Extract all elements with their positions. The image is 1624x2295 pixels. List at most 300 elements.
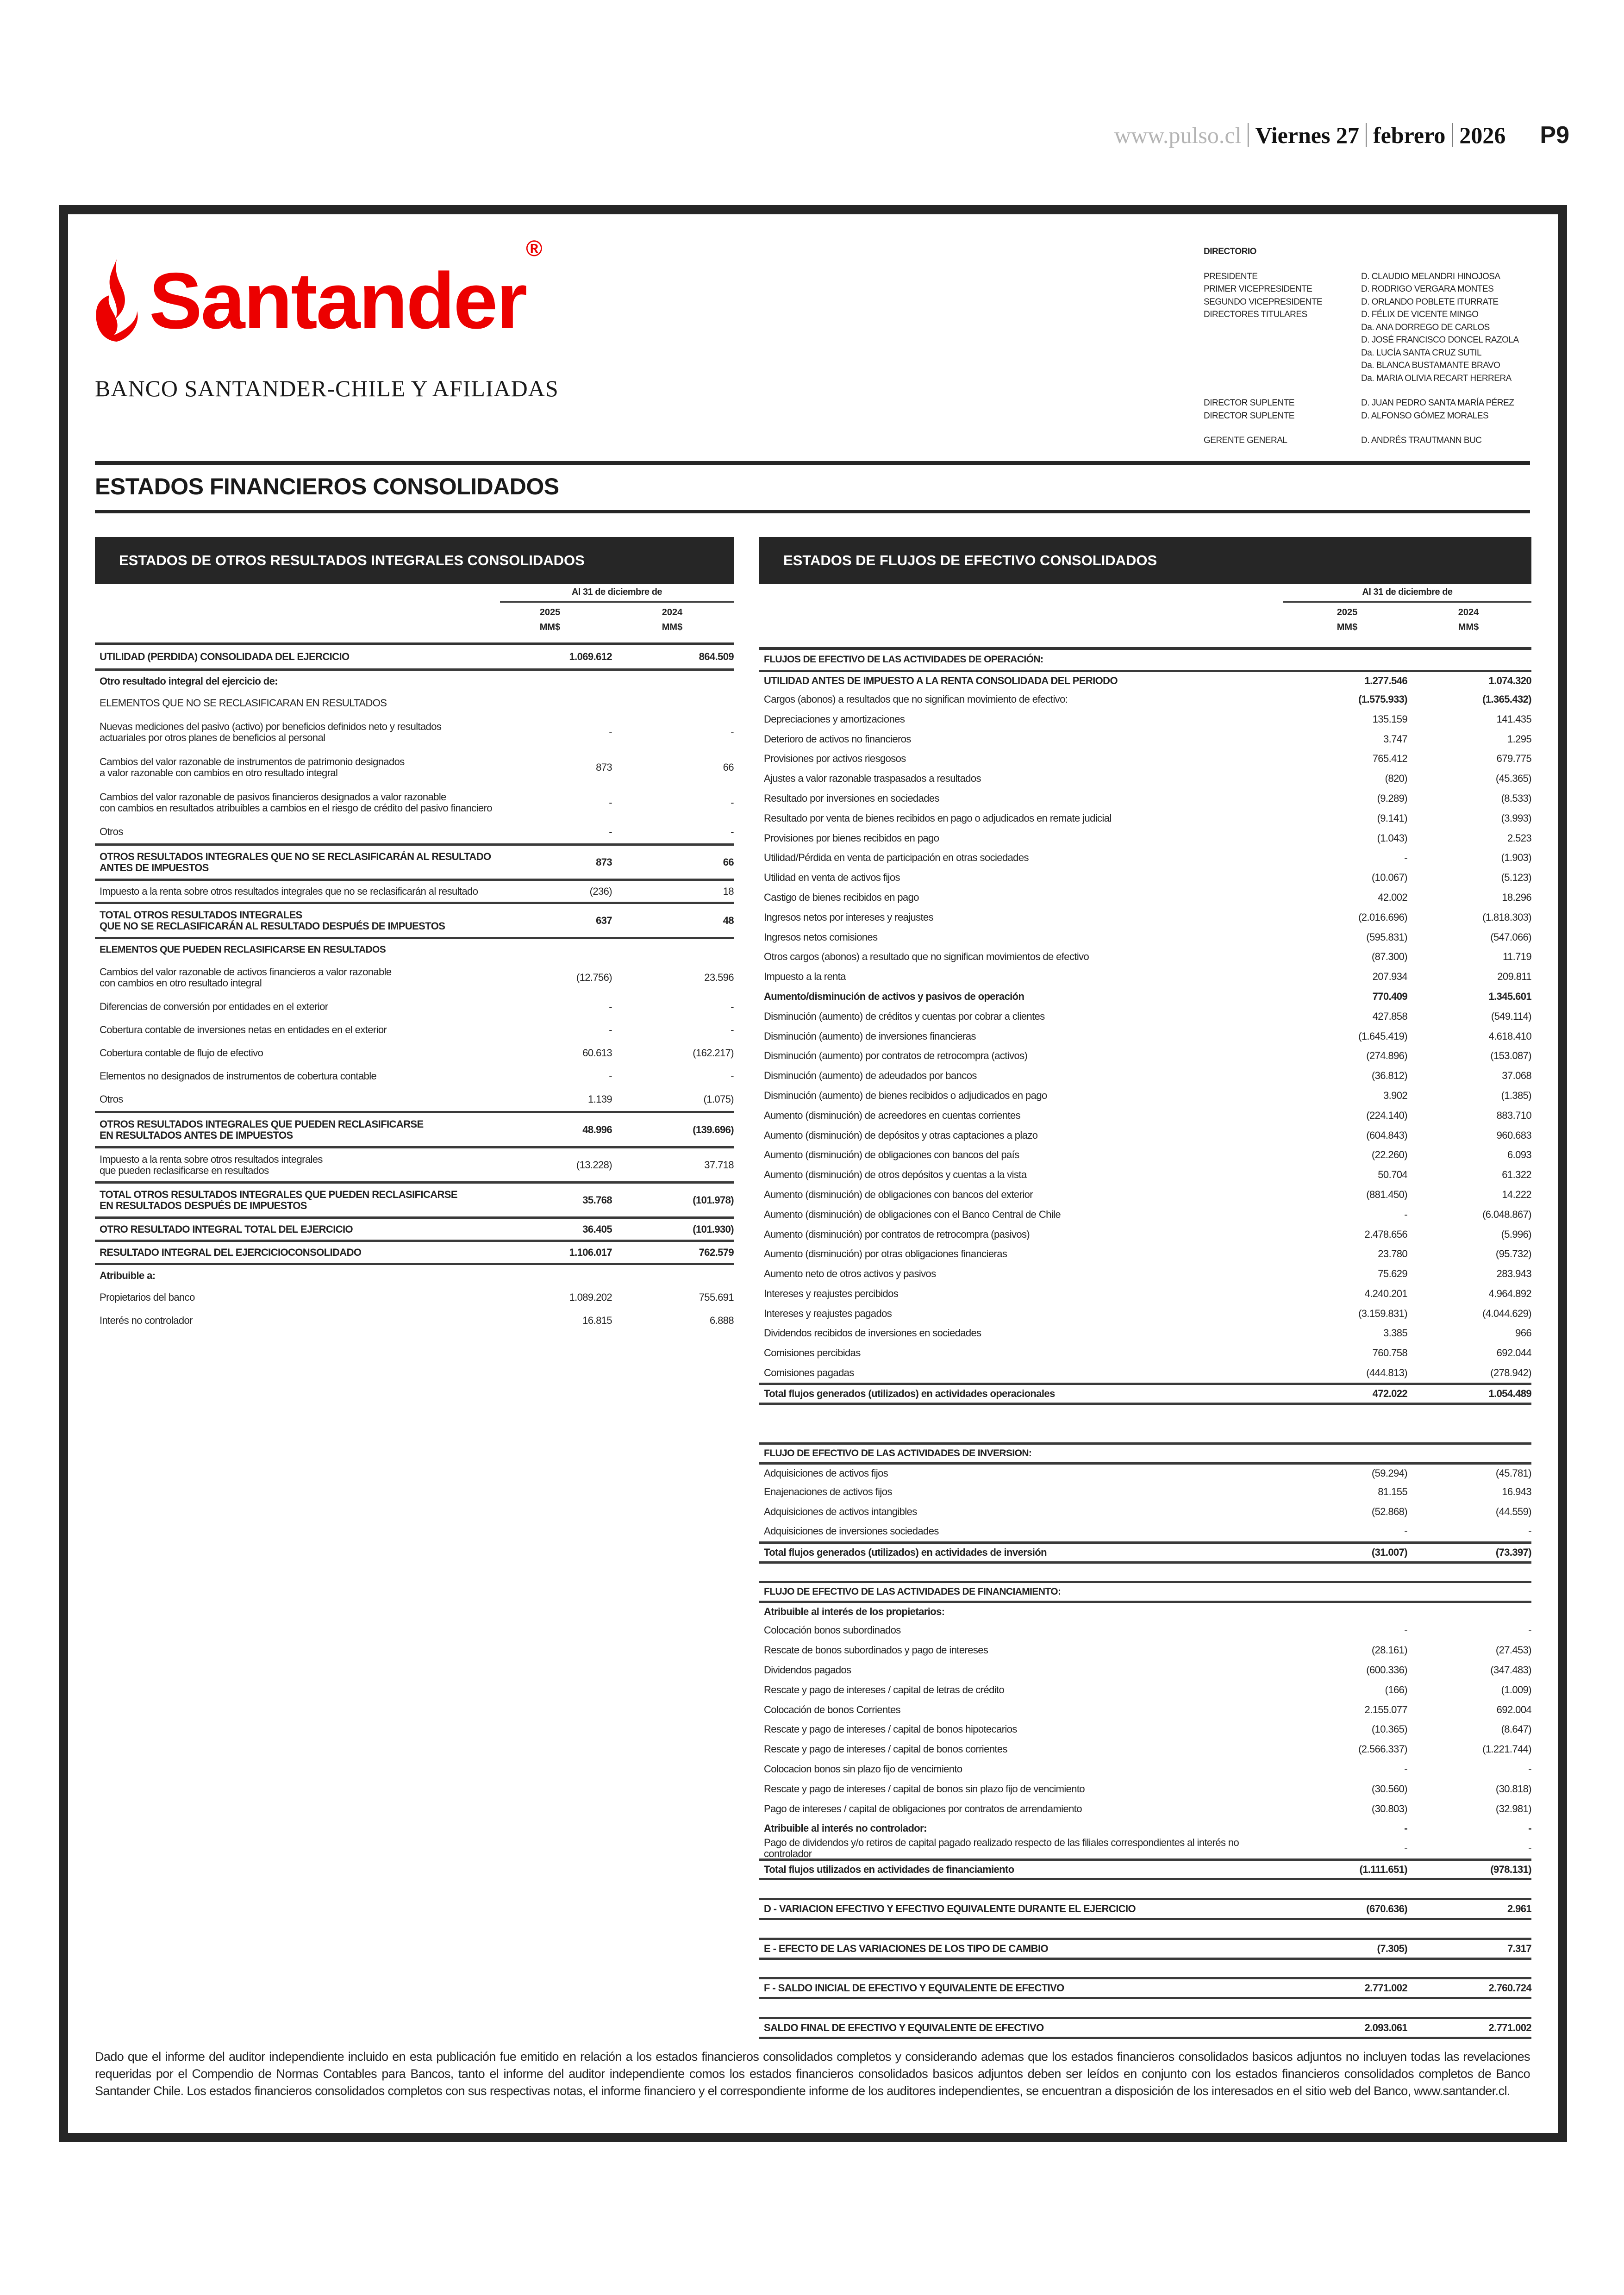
row-label: Cargos (abonos) a resultados que no significan movimiento de efectivo: — [764, 693, 1068, 705]
value-2025: (9.289) — [1377, 792, 1407, 804]
table-row — [759, 1680, 1531, 1700]
table-row — [95, 715, 734, 750]
table-row — [759, 907, 1531, 927]
value-2024: 762.579 — [699, 1246, 734, 1258]
divider — [1452, 123, 1453, 147]
value-2025: 2.478.656 — [1364, 1228, 1407, 1240]
table-row — [759, 729, 1531, 749]
value-2024: - — [731, 1001, 734, 1012]
row-label: Dividendos recibidos de inversiones en sociedades — [764, 1327, 981, 1339]
weekday: Viernes 27 — [1255, 122, 1359, 148]
row-label: E - EFECTO DE LAS VARIACIONES DE LOS TIPO DE CAMBIO — [764, 1942, 1048, 1954]
board-directory — [1204, 245, 1519, 447]
director-name: Da. BLANCA BUSTAMANTE BRAVO — [1361, 361, 1500, 370]
table-row — [759, 927, 1531, 947]
value-2025: (1.645.419) — [1358, 1030, 1407, 1042]
value-2024: 7.317 — [1507, 1942, 1531, 1954]
value-2025: (820) — [1385, 773, 1407, 785]
masthead — [1114, 121, 1569, 149]
table-row — [759, 769, 1531, 789]
section-heading-cash-flows: ESTADOS DE FLUJOS DE EFECTIVO CONSOLIDADOS — [759, 537, 1531, 584]
row-label: Adquisiciones de activos intangibles — [764, 1505, 917, 1517]
value-2024: (978.131) — [1490, 1863, 1531, 1875]
table-row — [759, 1799, 1531, 1819]
value-2024: - — [1528, 1763, 1531, 1775]
row-label: Comisiones pagadas — [764, 1367, 854, 1379]
row-label: Ingresos netos por intereses y reajustes — [764, 911, 934, 923]
row-label: Disminución (aumento) por contratos de retrocompra (activos) — [764, 1050, 1028, 1062]
row-label: Rescate y pago de intereses / capital de bonos hipotecarios — [764, 1723, 1017, 1735]
value-2024: 679.775 — [1496, 753, 1531, 765]
value-2025: (224.140) — [1366, 1109, 1407, 1121]
row-label: Aumento (disminución) de obligaciones con bancos del exterior — [764, 1188, 1033, 1200]
value-2024: (1.818.303) — [1482, 911, 1531, 923]
value-2025: (3.159.831) — [1358, 1307, 1407, 1319]
spacer — [759, 1878, 1531, 1898]
total-row — [759, 1977, 1531, 1997]
row-label: SALDO FINAL DE EFECTIVO Y EQUIVALENTE DE EFECTIVO — [764, 2021, 1044, 2033]
page-number: P9 — [1540, 122, 1569, 149]
value-2024: 692.044 — [1496, 1347, 1531, 1359]
value-2024: 2.760.724 — [1488, 1982, 1531, 1994]
value-2025: 23.780 — [1378, 1248, 1407, 1260]
row-label: Cobertura contable de flujo de efectivo — [100, 1047, 263, 1059]
value-2024: (347.483) — [1490, 1664, 1531, 1676]
value-2024: 2.523 — [1507, 832, 1531, 844]
table-row — [759, 709, 1531, 729]
director-name: Da. ANA DORREGO DE CARLOS — [1361, 322, 1490, 332]
director-entry — [1204, 434, 1519, 447]
row-label: FLUJO DE EFECTIVO DE LAS ACTIVIDADES DE INVERSION: — [764, 1447, 1032, 1459]
value-2024: 18.296 — [1502, 891, 1531, 903]
table-row — [759, 1066, 1531, 1086]
row-label: ELEMENTOS QUE NO SE RECLASIFICARAN EN RESULTADOS — [100, 697, 387, 709]
value-2024: (3.993) — [1501, 812, 1531, 824]
row-label: Total flujos generados (utilizados) en actividades de inversión — [764, 1546, 1047, 1558]
row-label: Provisiones por bienes recibidos en pago — [764, 832, 939, 844]
row-label: Interés no controlador — [100, 1315, 193, 1326]
value-2024: (549.114) — [1491, 1010, 1531, 1022]
row-label: Colocación de bonos Corrientes — [764, 1703, 901, 1715]
divider — [95, 461, 1530, 465]
director-role — [1204, 334, 1361, 347]
row-label: Ajustes a valor razonable traspasados a resultados — [764, 773, 981, 785]
total-row — [759, 987, 1531, 1007]
value-2025: - — [609, 1070, 612, 1082]
year-2024: 2024 — [662, 607, 683, 617]
value-2025: - — [609, 1001, 612, 1012]
table-row — [759, 1006, 1531, 1026]
value-2024: (73.397) — [1495, 1546, 1531, 1558]
director-role: SEGUNDO VICEPRESIDENTE — [1204, 297, 1323, 307]
value-2025: 2.771.002 — [1364, 1982, 1407, 1994]
value-2024: 37.718 — [704, 1159, 734, 1171]
value-2025: (22.260) — [1371, 1149, 1407, 1161]
value-2025: 3.385 — [1383, 1327, 1407, 1339]
value-2024: 48 — [723, 914, 734, 926]
table-row — [759, 1819, 1531, 1839]
table-row — [95, 960, 734, 995]
value-2024: 283.943 — [1496, 1268, 1531, 1280]
unit-label: MM$ — [539, 622, 561, 632]
value-2024: 2.771.002 — [1488, 2021, 1531, 2033]
spacer — [759, 1997, 1531, 2017]
row-label: Otros — [100, 826, 123, 837]
director-name: Da. MARIA OLIVIA RECART HERRERA — [1361, 373, 1512, 383]
row-label: Otros — [100, 1093, 123, 1105]
table-row — [759, 1660, 1531, 1680]
value-2025: (87.300) — [1371, 951, 1407, 963]
value-2024: 1.345.601 — [1488, 990, 1531, 1002]
table-row — [95, 1018, 734, 1041]
table-row — [759, 1522, 1531, 1541]
value-2025: - — [609, 1024, 612, 1035]
row-label: Aumento (disminución) de otros depósitos y cuentas a la vista — [764, 1169, 1027, 1181]
value-2024: (45.365) — [1495, 773, 1531, 785]
row-label: ELEMENTOS QUE PUEDEN RECLASIFICARSE EN RESULTADOS — [100, 944, 386, 955]
table-row — [759, 1740, 1531, 1759]
year-2025: 2025 — [539, 607, 561, 617]
row-label: D - VARIACION EFECTIVO Y EFECTIVO EQUIVALENTE DURANTE EL EJERCICIO — [764, 1903, 1136, 1915]
table-row — [759, 1343, 1531, 1363]
value-2025: - — [1404, 1525, 1407, 1537]
value-2024: 66 — [723, 856, 734, 868]
unit-label: MM$ — [1337, 622, 1358, 632]
table-row — [95, 1263, 734, 1286]
table-row — [759, 1244, 1531, 1264]
value-2024: (27.453) — [1495, 1644, 1531, 1656]
director-name: Da. LUCÍA SANTA CRUZ SUTIL — [1361, 348, 1482, 358]
row-label: Disminución (aumento) de bienes recibidos o adjudicados en pago — [764, 1089, 1047, 1101]
director-entry — [1204, 334, 1519, 347]
director-entry — [1204, 410, 1519, 423]
value-2025: 760.758 — [1372, 1347, 1407, 1359]
value-2024: 966 — [1515, 1327, 1531, 1339]
value-2025: 770.409 — [1372, 990, 1407, 1002]
row-label: Impuesto a la renta sobre otros resultados integrales que no se reclasificarán al resultado — [100, 885, 478, 897]
table-row — [95, 995, 734, 1018]
value-2025: (1.043) — [1377, 832, 1407, 844]
value-2025: - — [609, 726, 612, 738]
value-2024: (8.533) — [1501, 792, 1531, 804]
row-label: Cambios del valor razonable de instrumentos de patrimonio designados a valor razonable con cambios en otro resultado integral — [100, 756, 405, 779]
company-subtitle: BANCO SANTANDER-CHILE Y AFILIADAS — [95, 375, 559, 401]
value-2024: - — [731, 726, 734, 738]
total-row — [759, 1938, 1531, 1958]
value-2024: 2.961 — [1507, 1903, 1531, 1915]
spacer — [759, 1403, 1531, 1422]
table-row — [759, 1145, 1531, 1165]
table-row — [759, 1086, 1531, 1106]
director-entry — [1204, 270, 1519, 283]
total-row — [95, 1111, 734, 1146]
value-2025: (166) — [1385, 1684, 1407, 1696]
value-2024: 4.964.892 — [1488, 1287, 1531, 1299]
value-2025: 35.768 — [582, 1194, 612, 1206]
table-row — [95, 668, 734, 692]
value-2024: (45.781) — [1495, 1467, 1531, 1479]
value-2025: 48.996 — [582, 1123, 612, 1135]
value-2025: (595.831) — [1366, 931, 1407, 943]
value-2025: - — [1404, 852, 1407, 864]
value-2025: - — [1404, 1208, 1407, 1220]
value-2024: (278.942) — [1490, 1367, 1531, 1379]
value-2025: 3.747 — [1383, 733, 1407, 745]
row-label: Aumento (disminución) de obligaciones con bancos del país — [764, 1149, 1019, 1161]
row-label: Atribuible al interés de los propietarios: — [764, 1606, 945, 1618]
total-row — [759, 1898, 1531, 1918]
value-2025: - — [1404, 1842, 1407, 1854]
value-2025: (2.566.337) — [1358, 1743, 1407, 1755]
value-2024: 883.710 — [1496, 1109, 1531, 1121]
table-row — [759, 1621, 1531, 1640]
director-role: PRIMER VICEPRESIDENTE — [1204, 284, 1312, 294]
value-2025: 2.155.077 — [1364, 1703, 1407, 1715]
table-row — [759, 1105, 1531, 1125]
table-row — [759, 1363, 1531, 1383]
value-2024: (95.732) — [1495, 1248, 1531, 1260]
table-row — [759, 1700, 1531, 1720]
value-2024: 141.435 — [1496, 713, 1531, 725]
divider — [1283, 601, 1531, 603]
row-label: Intereses y reajustes pagados — [764, 1307, 892, 1319]
divider — [500, 601, 734, 603]
table-row — [759, 1046, 1531, 1066]
value-2025: (13.228) — [576, 1159, 612, 1171]
value-2024: - — [731, 1024, 734, 1035]
row-label: UTILIDAD (PERDIDA) CONSOLIDADA DEL EJERCICIO — [100, 651, 350, 662]
director-entry — [1204, 397, 1519, 410]
total-row — [95, 843, 734, 879]
value-2024: - — [731, 826, 734, 837]
directory-title: DIRECTORIO — [1204, 247, 1256, 256]
value-2024: - — [1528, 1624, 1531, 1636]
value-2025: (10.365) — [1371, 1723, 1407, 1735]
value-2025: 4.240.201 — [1364, 1287, 1407, 1299]
table-row — [759, 1502, 1531, 1522]
value-2025: (30.560) — [1371, 1783, 1407, 1795]
table-row — [95, 692, 734, 715]
value-2025: 42.002 — [1378, 891, 1407, 903]
row-label: FLUJOS DE EFECTIVO DE LAS ACTIVIDADES DE OPERACIÓN: — [764, 654, 1043, 665]
value-2024: 16.943 — [1502, 1485, 1531, 1497]
value-2025: (30.803) — [1371, 1802, 1407, 1815]
row-label: Cobertura contable de inversiones netas en entidades en el exterior — [100, 1024, 387, 1035]
director-name: D. FÉLIX DE VICENTE MINGO — [1361, 310, 1479, 319]
table-row — [95, 879, 734, 902]
value-2025: (31.007) — [1371, 1546, 1407, 1558]
director-entry — [1204, 321, 1519, 334]
spacer — [759, 1958, 1531, 1977]
row-label: Atribuible a: — [100, 1269, 156, 1281]
value-2024: 209.811 — [1497, 971, 1531, 983]
row-label: Provisiones por activos riesgosos — [764, 753, 906, 765]
value-2025: (59.294) — [1371, 1467, 1407, 1479]
value-2024: - — [1528, 1822, 1531, 1834]
period-label: Al 31 de diciembre de — [571, 587, 662, 597]
table-row — [759, 1303, 1531, 1323]
director-entry — [1204, 359, 1519, 372]
value-2024: - — [1528, 1842, 1531, 1854]
value-2025: 427.858 — [1372, 1010, 1407, 1022]
value-2025: (1.575.933) — [1358, 693, 1407, 705]
director-role: DIRECTOR SUPLENTE — [1204, 411, 1294, 421]
row-label: Aumento (disminución) por contratos de retrocompra (pasivos) — [764, 1228, 1030, 1240]
row-label: Aumento (disminución) de acreedores en cuentas corrientes — [764, 1109, 1020, 1121]
santander-logo — [93, 237, 541, 345]
total-row — [95, 645, 734, 668]
row-label: F - SALDO INICIAL DE EFECTIVO Y EQUIVALENTE DE EFECTIVO — [764, 1982, 1064, 1994]
value-2025: (2.016.696) — [1358, 911, 1407, 923]
value-2025: 1.089.202 — [569, 1291, 612, 1303]
row-label: Pago de intereses / capital de obligaciones por contratos de arrendamiento — [764, 1802, 1082, 1815]
row-label: Comisiones percibidas — [764, 1347, 861, 1359]
value-2025: (604.843) — [1366, 1129, 1407, 1141]
value-2024: 61.322 — [1502, 1169, 1531, 1181]
value-2024: 960.683 — [1496, 1129, 1531, 1141]
year-2025: 2025 — [1337, 607, 1358, 617]
director-name: D. ORLANDO POBLETE ITURRATE — [1361, 297, 1499, 307]
spacer — [759, 1918, 1531, 1938]
row-label: Castigo de bienes recibidos en pago — [764, 891, 919, 903]
value-2024: (5.123) — [1501, 872, 1531, 884]
table-row — [95, 1088, 734, 1111]
year-2024: 2024 — [1458, 607, 1479, 617]
row-label: Adquisiciones de inversiones sociedades — [764, 1525, 939, 1537]
director-role: DIRECTORES TITULARES — [1204, 310, 1307, 319]
total-row — [95, 1240, 734, 1263]
value-2024: 23.596 — [704, 972, 734, 983]
row-label: Nuevas mediciones del pasivo (activo) por beneficios definidos neto y resultados actuariales por otros planes de beneficios al personal — [100, 721, 442, 743]
director-entry — [1204, 347, 1519, 360]
row-label: Cambios del valor razonable de pasivos financieros designados a valor razonable con cambios en resultados atribuibles a cambios en el riesgo de crédito del pasivo financiero — [100, 791, 492, 814]
value-2025: 75.629 — [1378, 1268, 1407, 1280]
row-label: Impuesto a la renta — [764, 971, 846, 983]
value-2025: (600.336) — [1366, 1664, 1407, 1676]
value-2024: (162.217) — [693, 1047, 734, 1059]
value-2024: (30.818) — [1495, 1783, 1531, 1795]
value-2025: 60.613 — [582, 1047, 612, 1059]
total-row — [759, 2017, 1531, 2037]
value-2025: 1.139 — [587, 1093, 612, 1105]
flame-icon — [93, 259, 141, 343]
value-2024: (4.044.629) — [1482, 1307, 1531, 1319]
value-2025: 3.902 — [1383, 1089, 1407, 1101]
table-row — [759, 1185, 1531, 1205]
value-2025: (10.067) — [1371, 872, 1407, 884]
director-name: D. CLAUDIO MELANDRI HINOJOSA — [1361, 271, 1500, 281]
total-row — [95, 902, 734, 937]
value-2025: 873 — [596, 856, 612, 868]
row-label: Ingresos netos comisiones — [764, 931, 878, 943]
month: febrero — [1373, 122, 1446, 148]
row-label: Enajenaciones de activos fijos — [764, 1485, 892, 1497]
table-row — [759, 1759, 1531, 1779]
section-header-row — [759, 650, 1531, 670]
row-label: OTRO RESULTADO INTEGRAL TOTAL DEL EJERCICIO — [100, 1223, 353, 1235]
row-label: Disminución (aumento) de créditos y cuentas por cobrar a clientes — [764, 1010, 1045, 1022]
value-2024: 6.888 — [709, 1315, 734, 1326]
value-2025: (12.756) — [576, 972, 612, 983]
value-2024: (32.981) — [1495, 1802, 1531, 1815]
table-row — [759, 947, 1531, 967]
row-label: Rescate de bonos subordinados y pago de intereses — [764, 1644, 988, 1656]
row-label: Deterioro de activos no financieros — [764, 733, 911, 745]
director-role — [1204, 347, 1361, 360]
row-label: Propietarios del banco — [100, 1291, 195, 1303]
value-2024: (44.559) — [1495, 1505, 1531, 1517]
row-label: Rescate y pago de intereses / capital de bonos corrientes — [764, 1743, 1007, 1755]
table-row — [759, 1125, 1531, 1145]
value-2025: 1.069.612 — [569, 651, 612, 662]
director-name: D. ANDRÉS TRAUTMANN BUC — [1361, 436, 1482, 445]
value-2024: (1.903) — [1501, 852, 1531, 864]
section-header-row — [759, 1581, 1531, 1601]
value-2025: - — [1404, 1624, 1407, 1636]
comprehensive-income-table — [95, 642, 734, 1332]
row-label: Utilidad/Pérdida en venta de participación en otras sociedades — [764, 852, 1029, 864]
value-2024: - — [731, 1070, 734, 1082]
row-label: Intereses y reajustes percibidos — [764, 1287, 899, 1299]
table-row — [759, 1323, 1531, 1343]
director-entry — [1204, 308, 1519, 321]
value-2024: 864.509 — [699, 651, 734, 662]
value-2025: (444.813) — [1366, 1367, 1407, 1379]
value-2025: 16.815 — [582, 1315, 612, 1326]
director-role: PRESIDENTE — [1204, 271, 1258, 281]
value-2025: 81.155 — [1378, 1485, 1407, 1497]
value-2025: 1.277.546 — [1364, 674, 1407, 686]
value-2025: 36.405 — [582, 1223, 612, 1235]
auditor-disclaimer: Dado que el informe del auditor independiente incluido en esta publicación fue emitido en relación a los estados financieros consolidados completos y considerando ademas que los estados financieros consolidados basicos adjuntos no incluyen todas las revelaciones requeridas por el Compendio de Normas Contables para Bancos, tanto el informe del auditor independiente comos los estados financieros consolidados basicos adjuntos deben ser leídos en conjunto con los estados financieros consolidados completos de Banco Santander Chile. Los estados financieros consolidados completos con sus respectivas notas, el informe financiero y el correspondiente informe de los auditores independientes, se encuentran a disposición de los interesados en el sitio web del Banco, www.santander.cl. — [95, 2050, 1530, 2098]
total-row — [759, 670, 1531, 690]
value-2024: 11.719 — [1502, 951, 1531, 963]
row-label: Impuesto a la renta sobre otros resultados integrales que pueden reclasificarse en resultados — [100, 1153, 323, 1176]
row-label: Aumento neto de otros activos y pasivos — [764, 1268, 936, 1280]
value-2024: 755.691 — [699, 1291, 734, 1303]
row-label: Diferencias de conversión por entidades en el exterior — [100, 1001, 328, 1012]
table-row — [759, 789, 1531, 809]
value-2025: 472.022 — [1372, 1388, 1407, 1400]
table-row — [759, 808, 1531, 828]
value-2025: 2.093.061 — [1364, 2021, 1407, 2033]
divider — [1248, 123, 1249, 147]
table-row — [759, 1026, 1531, 1046]
period-label: Al 31 de diciembre de — [1362, 587, 1453, 597]
row-label: TOTAL OTROS RESULTADOS INTEGRALES QUE NO SE RECLASIFICARÁN AL RESULTADO DESPUÉS DE IMPUESTOS — [100, 909, 445, 932]
value-2024: (1.365.432) — [1482, 693, 1531, 705]
divider — [1366, 123, 1367, 147]
value-2025: (274.896) — [1366, 1050, 1407, 1062]
value-2025: - — [609, 826, 612, 837]
value-2025: 207.934 — [1372, 971, 1407, 983]
value-2025: - — [1404, 1763, 1407, 1775]
value-2025: (36.812) — [1371, 1070, 1407, 1082]
table-row — [759, 1204, 1531, 1224]
row-label: Depreciaciones y amortizaciones — [764, 713, 905, 725]
value-2025: 637 — [596, 914, 612, 926]
section-heading-comprehensive-income: ESTADOS DE OTROS RESULTADOS INTEGRALES CONSOLIDADOS — [95, 537, 734, 584]
row-label: Otros cargos (abonos) a resultado que no significan movimientos de efectivo — [764, 951, 1089, 963]
row-label: Resultado por inversiones en sociedades — [764, 792, 939, 804]
row-label: RESULTADO INTEGRAL DEL EJERCICIOCONSOLIDADO — [100, 1246, 362, 1258]
total-row — [759, 1541, 1531, 1561]
value-2025: 1.106.017 — [569, 1246, 612, 1258]
cash-flow-table — [759, 647, 1531, 2057]
row-label: TOTAL OTROS RESULTADOS INTEGRALES QUE PUEDEN RECLASIFICARSE EN RESULTADOS DESPUÉS DE IMPUESTOS — [100, 1188, 457, 1211]
table-row — [759, 868, 1531, 888]
row-label: Resultado por venta de bienes recibidos en pago o adjudicados en remate judicial — [764, 812, 1112, 824]
